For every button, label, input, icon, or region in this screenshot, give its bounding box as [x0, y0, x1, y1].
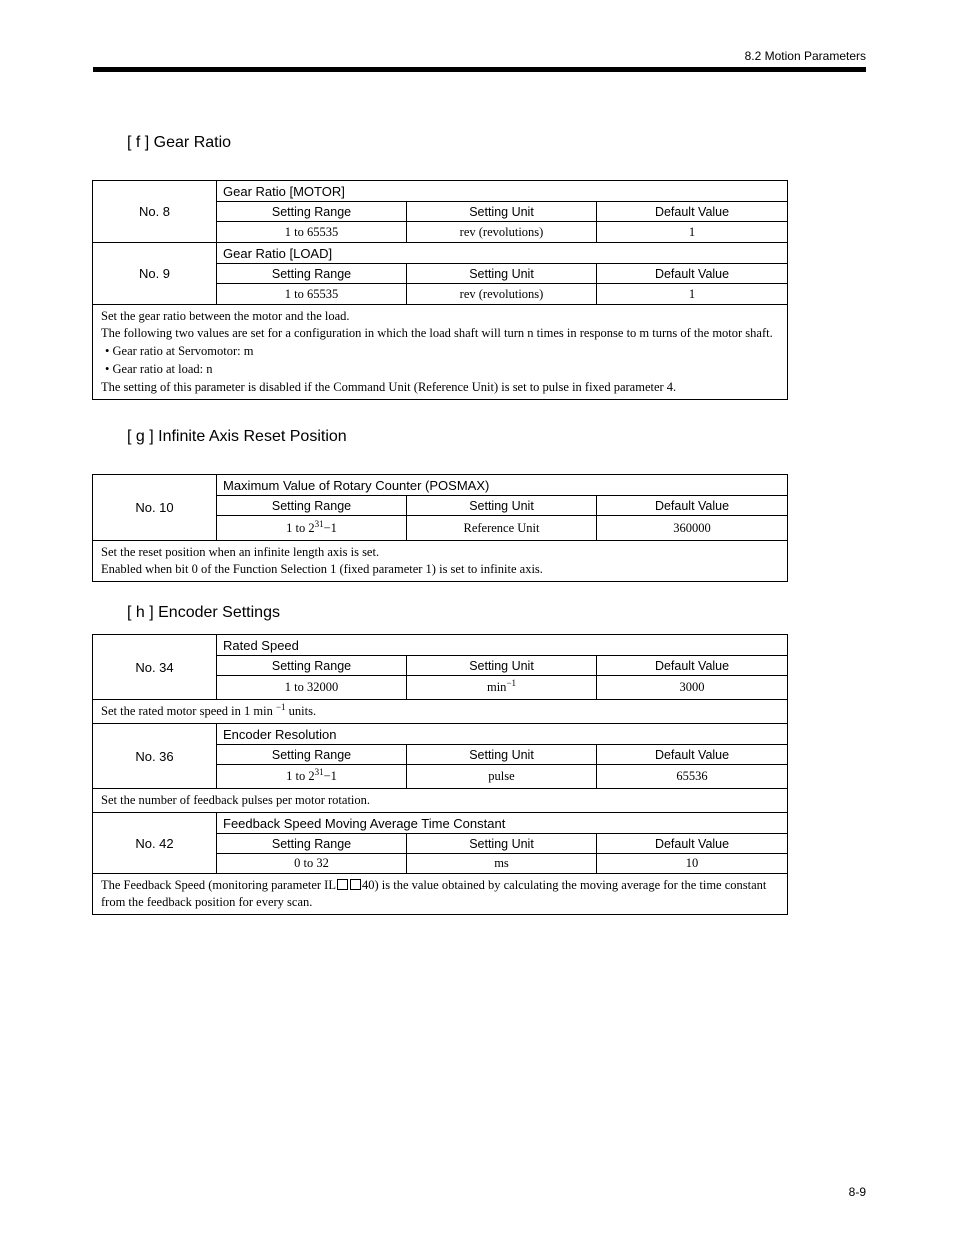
default-value: 3000 — [597, 676, 788, 700]
col-header-setting-range: Setting Range — [217, 264, 407, 284]
section-title-encoder-settings: [ h ] Encoder Settings — [127, 604, 280, 621]
col-header-default-value: Default Value — [597, 202, 788, 222]
param-description: Set the number of feedback pulses per motor rotation. — [93, 789, 788, 813]
setting-range-value: 1 to 65535 — [217, 222, 407, 243]
default-value: 360000 — [597, 516, 788, 541]
range-base: 1 to 2 — [286, 769, 315, 783]
col-header-setting-unit: Setting Unit — [407, 496, 597, 516]
range-tail: −1 — [323, 769, 337, 783]
param-name: Gear Ratio [LOAD] — [217, 243, 788, 264]
col-header-default-value: Default Value — [597, 834, 788, 854]
default-value: 65536 — [597, 765, 788, 789]
setting-unit-value — [407, 676, 597, 700]
col-header-setting-range: Setting Range — [217, 656, 407, 676]
range-base: 1 to 2 — [286, 520, 315, 535]
unit-exponent: −1 — [506, 678, 517, 688]
param-name: Encoder Resolution — [217, 724, 788, 745]
placeholder-box-icon — [337, 879, 348, 890]
param-number: No. 34 — [93, 635, 217, 700]
default-value: 1 — [597, 284, 788, 305]
param-description — [93, 541, 788, 582]
encoder-settings-table — [92, 634, 788, 915]
param-description — [93, 874, 788, 915]
description-line: Set the gear ratio between the motor and the load. — [101, 309, 350, 323]
param-name: Maximum Value of Rotary Counter (POSMAX) — [217, 475, 788, 496]
setting-range-value: 0 to 32 — [217, 854, 407, 874]
col-header-default-value: Default Value — [597, 264, 788, 284]
gear-ratio-table — [92, 180, 788, 400]
posmax-table — [92, 474, 788, 582]
setting-range-value: 1 to 32000 — [217, 676, 407, 700]
unit-base: min — [486, 680, 507, 694]
setting-range-value — [217, 516, 407, 541]
default-value: 10 — [597, 854, 788, 874]
placeholder-box-icon — [350, 879, 361, 890]
col-header-setting-range: Setting Range — [217, 745, 407, 765]
section-title-gear-ratio: [ f ] Gear Ratio — [127, 134, 232, 151]
col-header-setting-unit: Setting Unit — [407, 745, 597, 765]
param-number: No. 42 — [93, 813, 217, 874]
default-value: 1 — [597, 222, 788, 243]
range-exponent: 31 — [314, 767, 324, 777]
range-exponent: 31 — [314, 518, 324, 529]
col-header-default-value: Default Value — [597, 496, 788, 516]
setting-unit-value: rev (revolutions) — [407, 284, 597, 305]
param-name: Feedback Speed Moving Average Time Constant — [217, 813, 788, 834]
page-number: 8-9 — [848, 1185, 866, 1199]
setting-unit-value: rev (revolutions) — [407, 222, 597, 243]
param-description — [93, 305, 788, 400]
col-header-setting-unit: Setting Unit — [407, 264, 597, 284]
header-rule — [93, 67, 866, 72]
description-line: Enabled when bit 0 of the Function Selection 1 (fixed parameter 1) is set to infinite axis. — [101, 562, 543, 576]
param-number: No. 9 — [93, 243, 217, 305]
col-header-default-value: Default Value — [597, 656, 788, 676]
bullet-item: • Gear ratio at load: n — [105, 362, 213, 376]
setting-unit-value: pulse — [407, 765, 597, 789]
running-header: 8.2 Motion Parameters — [744, 49, 866, 63]
description-text: The Feedback Speed (monitoring parameter IL — [101, 878, 336, 892]
param-name: Rated Speed — [217, 635, 788, 656]
bullet-item: • Gear ratio at Servomotor: m — [105, 344, 254, 358]
param-number: No. 8 — [93, 181, 217, 243]
param-number: No. 36 — [93, 724, 217, 789]
setting-range-value — [217, 765, 407, 789]
param-number: No. 10 — [93, 475, 217, 541]
setting-unit-value: ms — [407, 854, 597, 874]
col-header-setting-unit: Setting Unit — [407, 202, 597, 222]
section-title-infinite-axis: [ g ] Infinite Axis Reset Position — [127, 428, 347, 445]
description-text: Set the rated motor speed in 1 min — [101, 704, 276, 718]
param-name: Gear Ratio [MOTOR] — [217, 181, 788, 202]
range-tail: −1 — [323, 520, 337, 535]
col-header-setting-range: Setting Range — [217, 496, 407, 516]
description-text: units. — [285, 704, 317, 718]
description-text: 40) is the value obtained by calculating the moving average for the time constant from the feedback position for every scan. — [101, 878, 767, 909]
setting-range-value: 1 to 65535 — [217, 284, 407, 305]
col-header-setting-unit: Setting Unit — [407, 656, 597, 676]
param-description — [93, 700, 788, 724]
col-header-setting-range: Setting Range — [217, 202, 407, 222]
description-line: The setting of this parameter is disabled if the Command Unit (Reference Unit) is set to pulse in fixed parameter 4. — [101, 380, 677, 394]
description-exponent: −1 — [275, 702, 286, 712]
col-header-setting-unit: Setting Unit — [407, 834, 597, 854]
description-line: Set the reset position when an infinite length axis is set. — [101, 545, 380, 559]
description-line: The following two values are set for a configuration in which the load shaft will turn n times in response to m turns of the motor shaft. — [101, 326, 773, 340]
setting-unit-value: Reference Unit — [407, 516, 597, 541]
col-header-default-value: Default Value — [597, 745, 788, 765]
col-header-setting-range: Setting Range — [217, 834, 407, 854]
